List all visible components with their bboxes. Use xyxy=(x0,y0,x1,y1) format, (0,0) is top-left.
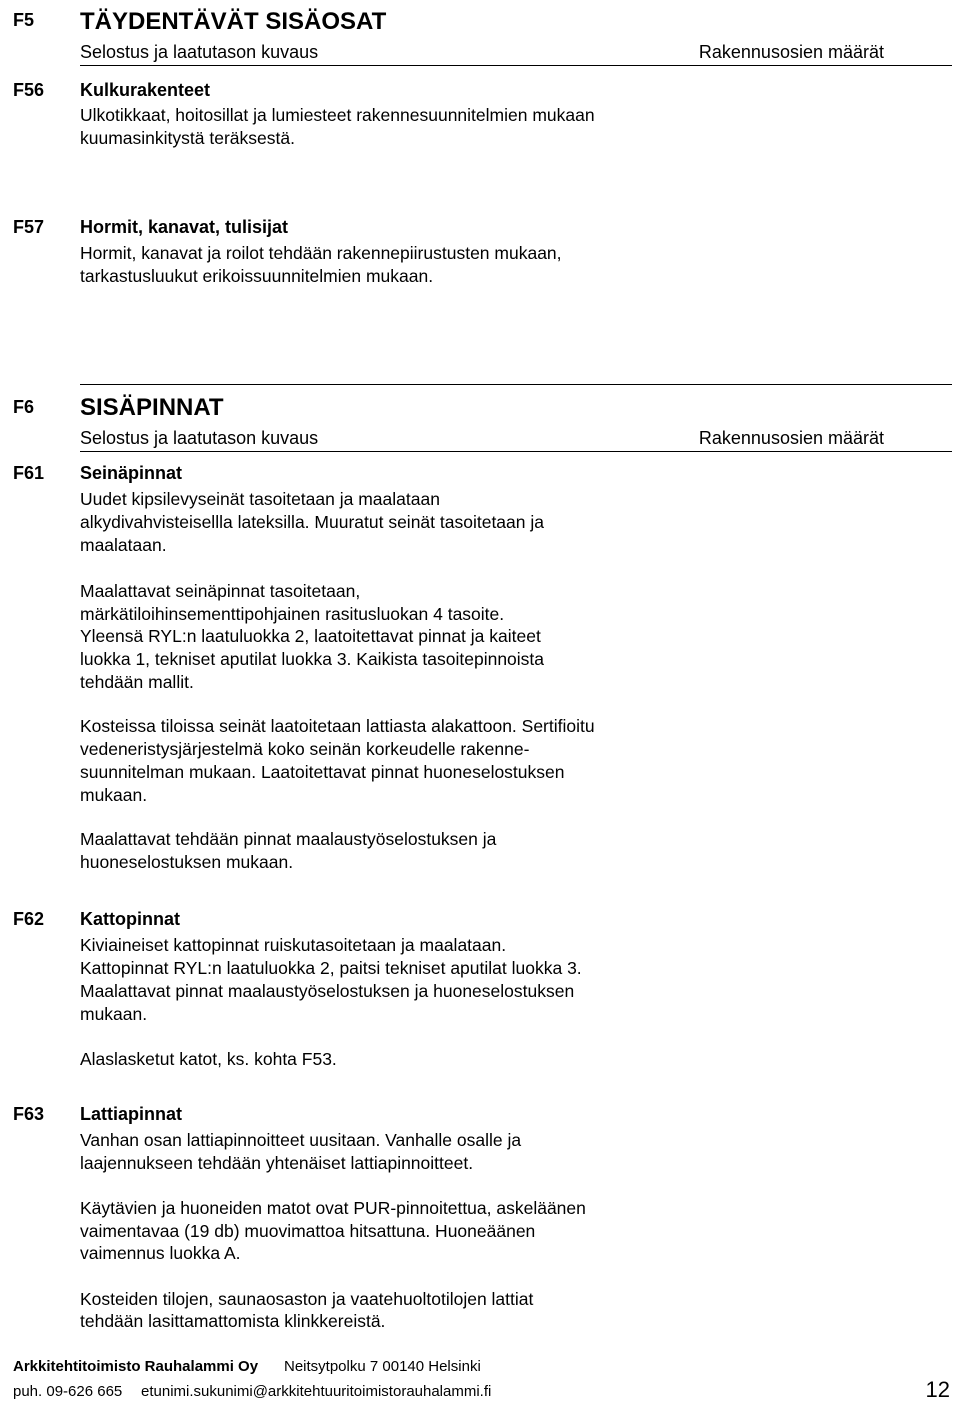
text-line: suunnitelman mukaan. Laatoitettavat pinnat huoneselostuksen xyxy=(80,762,565,782)
text-line: kuumasinkitystä teräksestä. xyxy=(80,128,295,148)
text-line: huoneselostuksen mukaan. xyxy=(80,852,294,872)
item-heading: Seinäpinnat xyxy=(80,463,183,483)
text-line: maalataan. xyxy=(80,535,167,555)
item-heading: Kattopinnat xyxy=(80,909,180,929)
text-line: Kosteiden tilojen, saunaosaston ja vaatehuoltotilojen lattiat xyxy=(80,1289,534,1309)
section-title: TÄYDENTÄVÄT SISÄOSAT xyxy=(80,8,387,35)
item-code: F63 xyxy=(13,1104,45,1124)
text-line: Kosteissa tiloissa seinät laatoitetaan lattiasta alakattoon. Sertifioitu xyxy=(80,716,595,736)
text-line: tarkastusluukut erikoissuunnitelmien mukaan. xyxy=(80,266,434,286)
text-line: märkätiloihinsementtipohjainen rasitusluokan 4 tasoite. xyxy=(80,604,505,624)
item-code: F56 xyxy=(13,80,45,100)
item-code: F62 xyxy=(13,909,45,929)
text-line: luokka 1, tekniset aputilat luokka 3. Kaikista tasoitepinnoista xyxy=(80,649,545,669)
text-line: Käytävien ja huoneiden matot ovat PUR-pinnoitettua, askeläänen xyxy=(80,1198,586,1218)
item-code: F61 xyxy=(13,463,45,483)
footer-phone: puh. 09-626 665 xyxy=(13,1383,123,1400)
section-quantities-label: Rakennusosien määrät xyxy=(698,428,884,448)
text-line: tehdään mallit. xyxy=(80,672,194,692)
text-line: laajennukseen tehdään yhtenäiset lattiapinnoitteet. xyxy=(80,1153,474,1173)
text-line: Kattopinnat RYL:n laatuluokka 2, paitsi tekniset aputilat luokka 3. xyxy=(80,958,582,978)
text-line: Uudet kipsilevyseinät tasoitetaan ja maalataan xyxy=(80,489,440,509)
section-description: Selostus ja laatutason kuvaus xyxy=(80,428,319,448)
text-line: Kiviaineiset kattopinnat ruiskutasoitetaan ja maalataan. xyxy=(80,935,507,955)
text-line: vaimennus luokka A. xyxy=(80,1243,241,1263)
section-quantities-label: Rakennusosien määrät xyxy=(698,42,884,62)
text-line: tehdään lasittamattomista klinkkereistä. xyxy=(80,1311,386,1331)
footer-email: etunimi.sukunimi@arkkitehtuuritoimistorauhalammi.fi xyxy=(141,1383,492,1400)
footer-company: Arkkitehtitoimisto Rauhalammi Oy xyxy=(13,1358,259,1375)
section-code: F5 xyxy=(13,10,35,30)
text-line: vaimentavaa (19 db) muovimattoa hitsattuna. Huoneäänen xyxy=(80,1221,536,1241)
text-line: mukaan. xyxy=(80,785,148,805)
section-rule xyxy=(80,384,952,385)
section-description: Selostus ja laatutason kuvaus xyxy=(80,42,319,62)
item-heading: Kulkurakenteet xyxy=(80,80,211,100)
section-rule xyxy=(80,451,952,452)
text-line: mukaan. xyxy=(80,1004,148,1024)
text-line: Maalattavat seinäpinnat tasoitetaan, xyxy=(80,581,361,601)
item-code: F57 xyxy=(13,217,45,237)
text-line: Yleensä RYL:n laatuluokka 2, laatoitettavat pinnat ja kaiteet xyxy=(80,626,541,646)
text-line: Maalattavat tehdään pinnat maalaustyöselostuksen ja xyxy=(80,829,497,849)
footer-address: Neitsytpolku 7 00140 Helsinki xyxy=(284,1358,481,1375)
section-rule xyxy=(80,65,952,66)
text-line: alkydivahvisteisellla lateksilla. Muuratut seinät tasoitetaan ja xyxy=(80,512,544,532)
text-line: Ulkotikkaat, hoitosillat ja lumiesteet rakennesuunnitelmien mukaan xyxy=(80,105,595,125)
text-line: Vanhan osan lattiapinnoitteet uusitaan. Vanhalle osalle ja xyxy=(80,1130,522,1150)
text-line: Hormit, kanavat ja roilot tehdään rakennepiirustusten mukaan, xyxy=(80,243,562,263)
item-heading: Hormit, kanavat, tulisijat xyxy=(80,217,289,237)
page-number: 12 xyxy=(925,1377,950,1402)
text-line: Maalattavat pinnat maalaustyöselostuksen ja huoneselostuksen xyxy=(80,981,575,1001)
text-line: vedeneristysjärjestelmä koko seinän korkeudelle rakenne- xyxy=(80,739,530,759)
section-title: SISÄPINNAT xyxy=(80,394,224,421)
section-code: F6 xyxy=(13,397,35,417)
text-line: Alaslasketut katot, ks. kohta F53. xyxy=(80,1049,337,1069)
item-heading: Lattiapinnat xyxy=(80,1104,182,1124)
